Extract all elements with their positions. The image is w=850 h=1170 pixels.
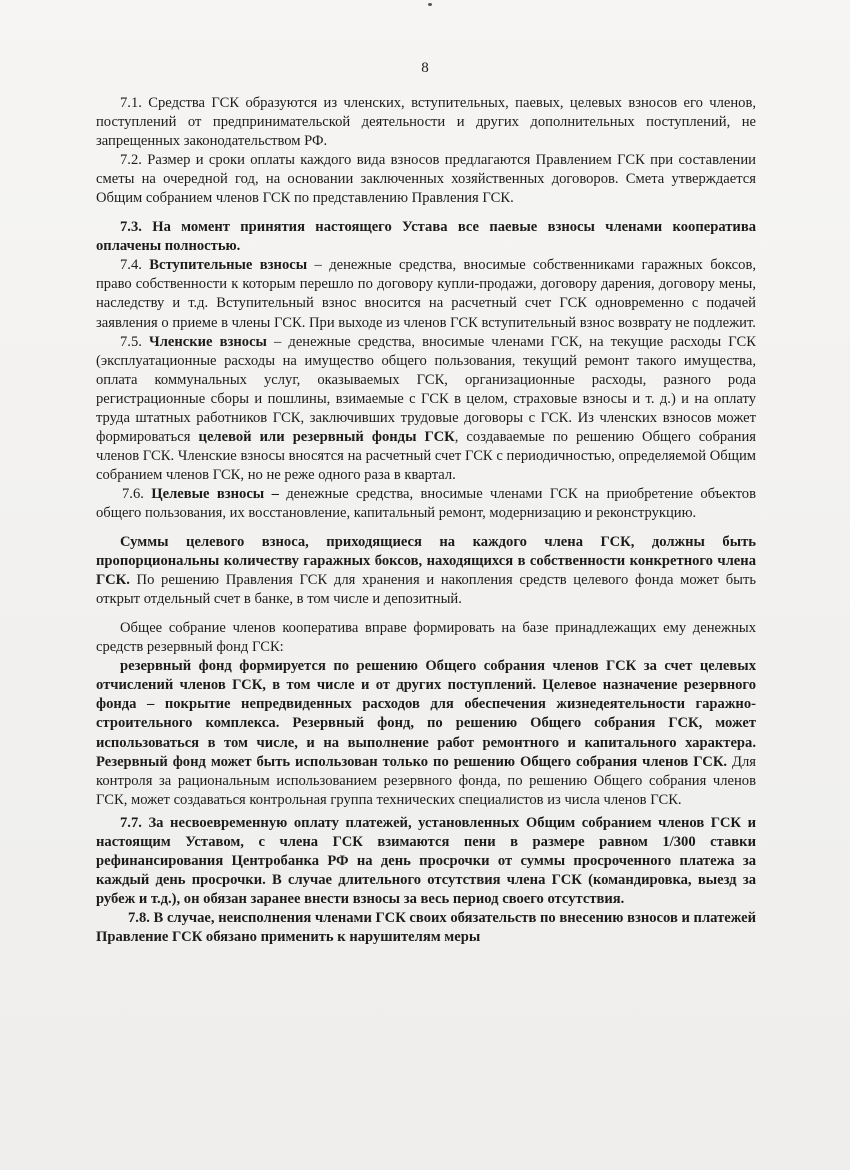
paragraph-7-6-sums: [96, 533, 756, 609]
paragraph-7-4: [96, 256, 756, 332]
paragraph-7-7: [96, 814, 756, 909]
paragraph-7-6-term: Целевые взносы –: [151, 485, 279, 502]
paragraph-7-6-num: 7.6.: [122, 485, 152, 502]
paragraph-7-5-text-a: – денежные средства, вносимые членами ГСК, на текущие расходы ГСК (эксплуатационные расходы на имущество общего пользования, текущий ремонт такого имущества, оплата коммунальных услуг, оказываемых ГСК, организационные расходы, разного рода регистрационные сборы и пошлины, взимаемые с ГСК в целом, страховые взносы и т. д.) и на оплату труда штатных работников ГСК, заключивших трудовые договоры с ГСК. Из членских взносов может формироваться: [96, 333, 756, 445]
paragraph-7-1: 7.1. Средства ГСК образуются из членских, вступительных, паевых, целевых взносов его членов, поступлений от предпринимательской деятельности и других дополнительных поступлений, не запрещенных законодательством РФ.: [96, 95, 756, 150]
paragraph-7-5: [96, 333, 756, 485]
scan-speck: [428, 3, 432, 6]
document-body: [96, 94, 756, 947]
paragraph-reserve-fund-bold: резервный фонд формируется по решению Общего собрания членов ГСК за счет целевых отчислений членов ГСК, в том числе и от других поступлений. Целевое назначение резервного фонда – покрытие непредвиденных расходов для обеспечения жизнедеятельности гаражно-строительного комплекса. Резервный фонд, по решению Общего собрания ГСК, может использоваться в том числе, и на выполнение работ ремонтного и капитального характера. Резервный фонд может быть использован только по решению Общего собрания членов ГСК.: [96, 658, 756, 770]
paragraph-7-6-sums-bold: Суммы целевого взноса, приходящиеся на каждого члена ГСК, должны быть пропорциональны количеству гаражных боксов, находящихся в собственности конкретного члена ГСК.: [96, 534, 756, 589]
paragraph-7-8-bold: 7.8. В случае, неисполнения членами ГСК своих обязательств по внесению взносов и платежей Правление ГСК обязано применить к нарушителям меры: [96, 909, 756, 945]
paragraph-7-6: [96, 485, 756, 523]
paragraph-7-3-bold: 7.3. На момент принятия настоящего Устава все паевые взносы членами кооператива оплачены полностью.: [96, 219, 756, 255]
paragraph-7-3: [96, 218, 756, 256]
page-number: 8: [421, 60, 429, 76]
paragraph-reserve-fund: [96, 657, 756, 809]
paragraph-7-5-text-b: , создаваемые по решению Общего собрания членов ГСК. Членские взносы вносятся на расчетный счет ГСК с периодичностью, определяемой Общим собранием членов ГСК, но не реже одного раза в квартал.: [96, 428, 757, 483]
paragraph-7-5-fund: целевой или резервный фонды ГСК: [198, 428, 455, 445]
paragraph-7-7-bold: 7.7. За несвоевременную оплату платежей, установленных Общим собранием членов ГСК и настоящим Уставом, с члена ГСК взимаются пени в размере равном 1/300 ставки рефинансирования Центробанка РФ на день просрочки от суммы просроченного платежа за каждый день просрочки. В случае длительного отсутствия члена ГСК (командировка, выезд за рубеж и т.д.), он обязан заранее внести взносы за весь период своего отсутствия.: [96, 814, 756, 907]
paragraph-7-5-term: Членские взносы: [148, 333, 267, 350]
paragraph-reserve-intro: Общее собрание членов кооператива вправе формировать на базе принадлежащих ему денежных средств резервный фонд ГСК:: [96, 620, 756, 656]
paragraph-7-4-text: – денежные средства, вносимые собственниками гаражных боксов, право собственности к которым перешло по договору купли-продажи, договору дарения, договору мены, наследству и т.д. Вступительный взнос вносится на расчетный счет ГСК одновременно с подачей заявления о приеме в члены ГСК. При выходе из членов ГСК вступительный взнос возврату не подлежит.: [96, 257, 756, 331]
paragraph-7-6-text: денежные средства, вносимые членами ГСК на приобретение объектов общего пользования, их восстановление, капитальный ремонт, модернизацию и реконструкцию.: [96, 485, 756, 521]
paragraph-7-5-num: 7.5.: [120, 333, 149, 350]
paragraph-7-2: 7.2. Размер и сроки оплаты каждого вида взносов предлагаются Правлением ГСК при составлении сметы на очередной год, на основании заключенных хозяйственных договоров. Смета утверждается Общим собранием членов ГСК по представлению Правления ГСК.: [96, 152, 756, 207]
paragraph-7-4-term: Вступительные взносы: [149, 257, 308, 274]
paragraph-7-8: [96, 909, 756, 947]
paragraph-7-4-num: 7.4.: [120, 257, 150, 274]
paragraph-reserve-fund-text: Для контроля за рациональным использованием резервного фонда, по решению Общего собрания членов ГСК, может создаваться контрольная группа технических специалистов из числа членов ГСК.: [96, 753, 756, 808]
paragraph-7-6-sums-text: По решению Правления ГСК для хранения и накопления средств целевого фонда может быть открыт отдельный счет в банке, в том числе и депозитный.: [96, 572, 756, 608]
